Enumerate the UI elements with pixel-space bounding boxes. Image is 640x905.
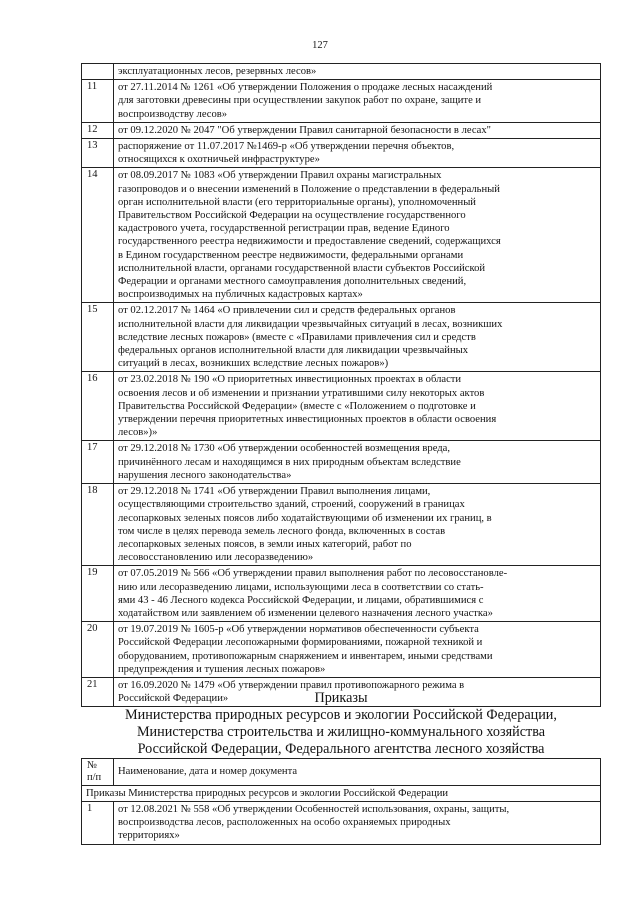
text-line: от 27.11.2014 № 1261 «Об утверждении Положения о продаже лесных насаждений: [118, 82, 493, 94]
text-line: нарушения лесного законодательства»: [118, 469, 292, 481]
table-header-row: [82, 759, 601, 786]
row-number: 19: [82, 566, 114, 622]
row-number: 14: [82, 168, 114, 303]
text-line: осуществляющими строительство зданий, строений, сооружений в границах: [118, 499, 465, 511]
row-number: 11: [82, 80, 114, 123]
document-title-cell: [114, 168, 601, 303]
text-line: лесопарковых зеленых поясов, в земли иных категорий, работ по: [118, 538, 412, 550]
text-line: территориях»: [118, 830, 180, 842]
row-number: 21: [82, 677, 114, 706]
document-title-cell: [114, 566, 601, 622]
text-line: воспроизводству лесов»: [118, 108, 228, 120]
text-line: ходатайством или заявлением об изменении целевого назначения лесного участка»: [118, 607, 493, 619]
text-line: Российской Федерации лесопожарными формированиями, пожарной техникой и: [118, 637, 483, 649]
text-line: причинённого лесам и находящимся в них природным объектам вследствие: [118, 456, 461, 468]
text-line: лесов»)»: [118, 427, 158, 439]
text-line: воспроизводства лесов, расположенных на особо охраняемых природных: [118, 817, 451, 829]
text-line: от 16.09.2020 № 1479 «Об утверждении правил противопожарного режима в: [118, 679, 465, 691]
table-row: [82, 122, 601, 138]
section-heading-line-3: Российской Федерации, Федерального агентства лесного хозяйства: [137, 741, 545, 757]
row-number: 16: [82, 372, 114, 441]
text-line: распоряжение от 11.07.2017 №1469-р «Об утверждении перечня объектов,: [118, 141, 455, 153]
text-line: Правительством Российской Федерации на осуществление государственного: [118, 210, 466, 222]
text-line: от 29.12.2018 № 1730 «Об утверждении особенностей возмещения вреда,: [118, 443, 451, 455]
text-line: от 08.09.2017 № 1083 «Об утверждении Правил охраны магистральных: [118, 170, 442, 182]
table-row: [82, 372, 601, 441]
document-title-cell: [114, 303, 601, 372]
header-number-cell: [82, 759, 114, 786]
regulations-table-government: [81, 63, 601, 707]
page-number: 127: [312, 40, 328, 51]
text-line: от 29.12.2018 № 1741 «Об утверждении Правил выполнения лицами,: [118, 486, 431, 498]
text-line: орган исполнительной власти (его территориальные органы), уполномоченный: [118, 196, 476, 208]
header-number-line-2: п/п: [87, 772, 102, 783]
text-line: том числе в целях перевода земель лесного фонда, включенных в состав: [118, 525, 446, 537]
text-line: вследствие лесных пожаров» (вместе с «Правилами привлечения сил и средств: [118, 331, 476, 343]
text-line: предупреждения и тушения лесных пожаров»: [118, 663, 326, 675]
text-line: от 02.12.2017 № 1464 «О привлечении сил и средств федеральных органов: [118, 305, 456, 317]
table-row: [82, 484, 601, 566]
text-line: газопроводов и о внесении изменений в Положение о представлении в федеральный: [118, 183, 500, 195]
row-number: 15: [82, 303, 114, 372]
text-line: Федерации и органами местного самоуправления дополнительных сведений,: [118, 276, 467, 288]
row-number: 17: [82, 441, 114, 484]
text-line: утверждении перечня приоритетных инвестиционных проектов в области освоения: [118, 414, 497, 426]
row-number: [82, 64, 114, 80]
document-title-cell: [114, 484, 601, 566]
table-row: [82, 802, 601, 845]
table-row: [82, 303, 601, 372]
regulations-table-ministries: [81, 758, 601, 845]
text-line: от 12.08.2021 № 558 «Об утверждении Особенностей использования, охраны, защиты,: [118, 804, 510, 815]
table-row: [82, 168, 601, 303]
text-line: ями 43 - 46 Лесного кодекса Российской Федерации, и лицами, обратившимися с: [118, 594, 484, 606]
text-line: Российской Федерации»: [118, 693, 229, 705]
text-line: от 19.07.2019 № 1605-р «Об утверждении нормативов обеспеченности субъекта: [118, 624, 479, 636]
text-line: для заготовки древесины при осуществлении закупок работ по охране, защите и: [118, 95, 482, 107]
text-line: от 09.12.2020 № 2047 "Об утверждении Правил санитарной безопасности в лесах": [118, 124, 491, 136]
header-number-line-1: №: [87, 760, 98, 771]
text-line: лесопарковых зеленых поясов либо ходатайствующими об изменении их границ, в: [118, 512, 492, 524]
document-title-cell: [114, 80, 601, 123]
header-name-cell: Наименование, дата и номер документа: [114, 759, 601, 786]
continuation-row: [82, 64, 601, 80]
section-label: Приказы Министерства природных ресурсов и экологии Российской Федерации: [82, 786, 601, 802]
document-title-cell: [114, 441, 601, 484]
document-title-cell: [114, 802, 601, 845]
section-heading-line-1: Министерства природных ресурсов и экологии Российской Федерации,: [125, 707, 557, 723]
table-row: [82, 622, 601, 678]
text-line: исполнительной власти, органами государственной власти субъектов Российской: [118, 262, 486, 274]
document-title-cell: [114, 622, 601, 678]
text-line: нию или лесоразведению лицами, использующими леса в соответствии со стать-: [118, 581, 484, 593]
section-heading-title: Приказы: [314, 690, 368, 706]
table-row: [82, 80, 601, 123]
section-heading-line-2: Министерства строительства и жилищно-коммунального хозяйства: [136, 724, 546, 740]
table-row: [82, 441, 601, 484]
row-number: 12: [82, 122, 114, 138]
text-line: от 07.05.2019 № 566 «Об утверждении правил выполнения работ по лесовосстановле-: [118, 568, 508, 580]
row-number: 13: [82, 139, 114, 168]
text-line: лесовосстановлению или лесоразведению»: [118, 552, 314, 564]
text-line: освоения лесов и об изменении и признании утратившими силу некоторых актов: [118, 387, 485, 399]
text-line: оборудованием, противопожарным снаряжением и инвентарем, иными средствами: [118, 650, 493, 662]
text-line: кадастрового учета, государственной регистрации прав, ведение Единого: [118, 223, 450, 235]
text-line: относящихся к охотничьей инфраструктуре»: [118, 154, 320, 166]
text-line: эксплуатационных лесов, резервных лесов»: [118, 66, 317, 77]
document-title-cell: [114, 372, 601, 441]
row-number: 20: [82, 622, 114, 678]
document-title-cell: [114, 122, 601, 138]
text-line: ситуаций в лесах, возникших вследствие лесных пожаров»): [118, 358, 389, 370]
text-line: Правительства Российской Федерации» (вместе с «Положением о подготовке и: [118, 400, 476, 412]
document-title-cell: [114, 64, 601, 80]
section-row: [82, 786, 601, 802]
table-row: [82, 139, 601, 168]
table-row: [82, 566, 601, 622]
text-line: исполнительной власти для ликвидации чрезвычайных ситуаций в лесах, возникших: [118, 318, 503, 330]
text-line: в Едином государственном реестре недвижимости, федеральными органами: [118, 249, 464, 261]
text-line: от 23.02.2018 № 190 «О приоритетных инвестиционных проектах в области: [118, 374, 462, 386]
text-line: государственного реестра недвижимости и предоставление сведений, содержащихся: [118, 236, 501, 248]
text-line: федеральных органов исполнительной власти для ликвидации чрезвычайных: [118, 345, 469, 357]
row-number: 18: [82, 484, 114, 566]
row-number: 1: [82, 802, 114, 845]
text-line: воспроизводимых на публичных кадастровых картах»: [118, 289, 363, 301]
document-title-cell: [114, 139, 601, 168]
